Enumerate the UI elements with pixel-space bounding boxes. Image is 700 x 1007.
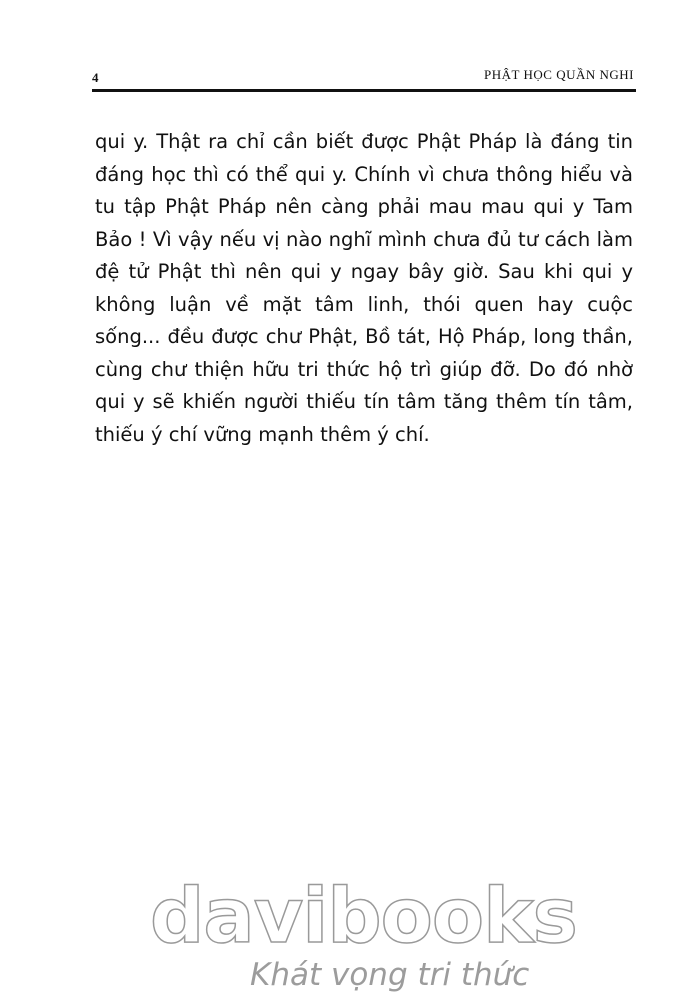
watermark-tagline: Khát vọng tri thức: [250, 957, 530, 993]
watermark-brand: davibooks: [150, 871, 577, 960]
header-rule: [92, 89, 636, 92]
running-head: PHẬT HỌC QUẦN NGHI: [484, 67, 634, 82]
body-paragraph: qui y. Thật ra chỉ cần biết được Phật Pháp là đáng tin đáng học thì có thể qui y. Chính vì chưa thông hiểu và tu tập Phật Pháp nên càng phải mau mau qui y Tam Bảo ! Vì vậy nếu vị nào nghĩ mình chưa đủ tư cách làm đệ tử Phật thì nên qui y ngay bây giờ. Sau khi qui y không luận về mặt tâm linh, thói quen hay cuộc sống... đều được chư Phật, Bồ tát, Hộ Pháp, long thần, cùng chư thiện hữu tri thức hộ trì giúp đỡ. Do đó nhờ qui y sẽ khiến người thiếu tín tâm tăng thêm tín tâm, thiếu ý chí vững mạnh thêm ý chí.: [95, 130, 633, 446]
page-number: 4: [92, 70, 99, 85]
